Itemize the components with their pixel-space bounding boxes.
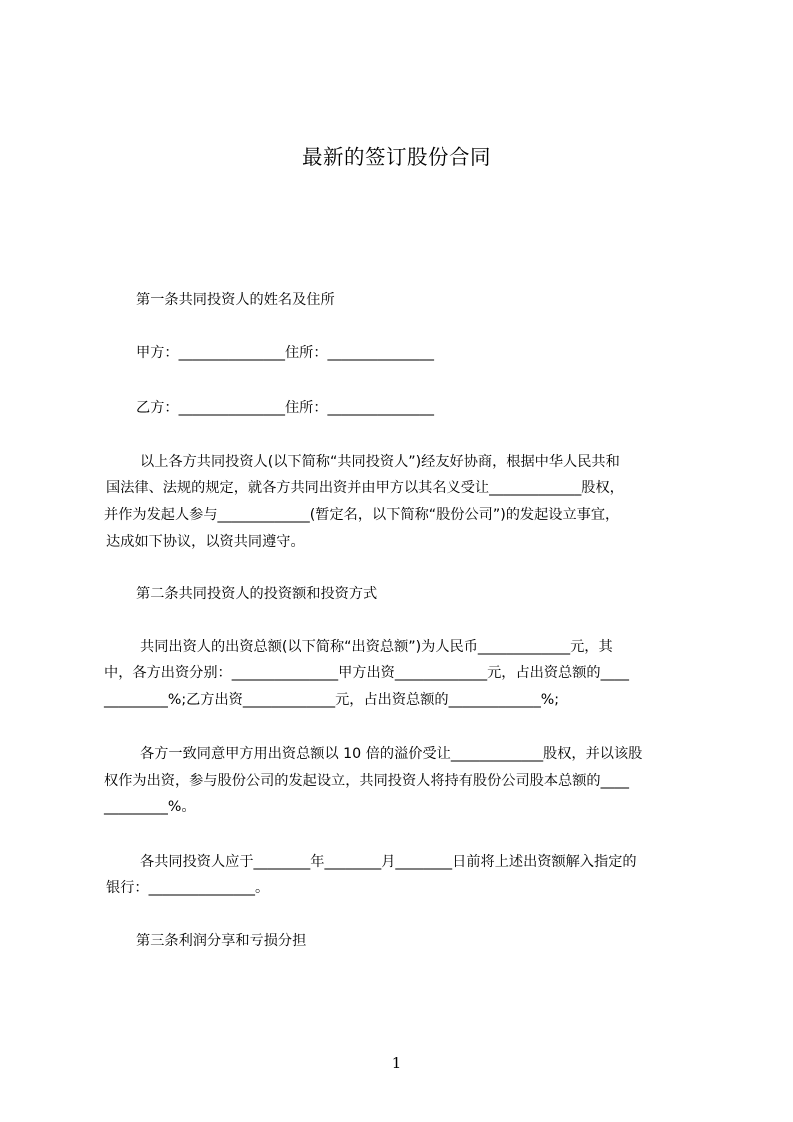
- paragraph-line: 中，各方出资分别：_______________甲方出资_____________元，占出资总额的____: [104, 665, 629, 681]
- paragraph-line: 银行：_______________。: [106, 880, 270, 896]
- document-title: 最新的签订股份合同: [302, 145, 491, 169]
- party-a-line: 甲方：_______________住所：_______________: [136, 345, 434, 361]
- section-2-heading: 第二条共同投资人的投资额和投资方式: [136, 586, 378, 602]
- paragraph-line: _________%;乙方出资_____________元，占出资总额的_____________%;: [104, 692, 560, 708]
- paragraph-line: _________%。: [104, 799, 196, 815]
- section-3-heading: 第三条利润分享和亏损分担: [136, 933, 307, 949]
- paragraph-line: 各方一致同意甲方用出资总额以 10 倍的溢价受让_____________股权，并以该股: [140, 746, 643, 762]
- paragraph-line: 各共同投资人应于________年________月________日前将上述出资额解入指定的: [140, 854, 637, 870]
- party-b-line: 乙方：_______________住所：_______________: [136, 400, 434, 416]
- paragraph-line: 共同出资人的出资总额(以下简称“出资总额”)为人民币_____________元，其: [140, 639, 613, 655]
- paragraph-line: 国法律、法规的规定，就各方共同出资并由甲方以其名义受让_____________股权，: [106, 480, 624, 496]
- paragraph-line: 达成如下协议，以资共同遵守。: [106, 534, 305, 550]
- paragraph-line: 以上各方共同投资人(以下简称“共同投资人”)经友好协商，根据中华人民共和: [140, 454, 620, 470]
- section-1-heading: 第一条共同投资人的姓名及住所: [136, 292, 335, 308]
- paragraph-line: 权作为出资，参与股份公司的发起设立，共同投资人将持有股份公司股本总额的____: [104, 773, 629, 789]
- paragraph-line: 并作为发起人参与_____________(暂定名，以下简称“股份公司”)的发起设立事宜，: [104, 507, 620, 523]
- page-number: 1: [391, 1054, 402, 1072]
